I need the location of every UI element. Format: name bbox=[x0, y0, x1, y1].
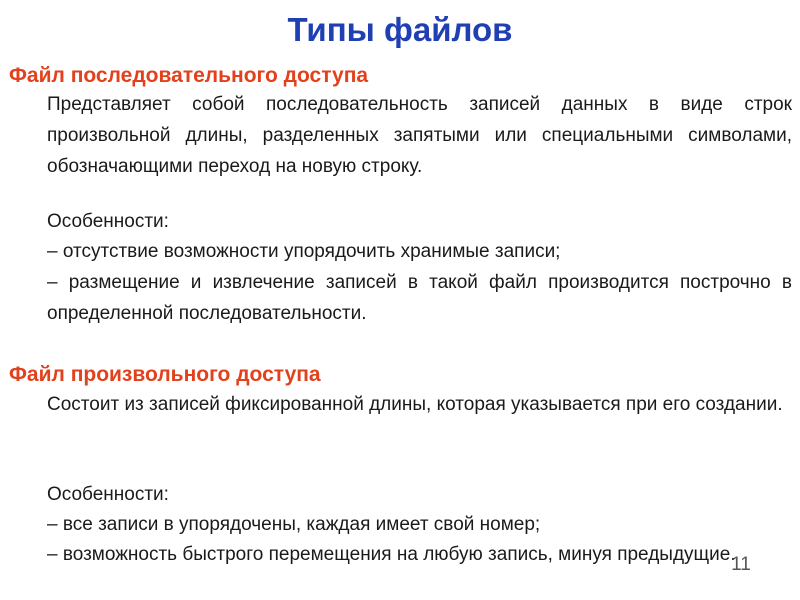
sequential-features-label: Особенности: bbox=[47, 211, 169, 232]
random-feature-2: ‒ возможность быстрого перемещения на любую запись, минуя предыдущие. bbox=[47, 544, 736, 565]
sequential-feature-1: ‒ отсутствие возможности упорядочить хранимые записи; bbox=[47, 241, 561, 262]
sequential-description: Представляет собой последовательность записей данных в виде строк произвольной длины, разделенных запятыми или специальными символами, обозначающими переход на новую строку. bbox=[47, 94, 792, 177]
random-description: Состоит из записей фиксированной длины, которая указывается при его создании. bbox=[47, 394, 783, 415]
heading-random-access: Файл произвольного доступа bbox=[9, 363, 321, 386]
page-number: 11 bbox=[731, 554, 751, 575]
sequential-feature-2: ‒ размещение и извлечение записей в такой файл производится построчно в определенной последовательности. bbox=[47, 272, 792, 324]
random-feature-1: ‒ все записи в упорядочены, каждая имеет свой номер; bbox=[47, 514, 541, 535]
random-features-label: Особенности: bbox=[47, 484, 169, 505]
heading-sequential-access: Файл последовательного доступа bbox=[9, 64, 369, 87]
slide-title: Типы файлов bbox=[287, 11, 513, 48]
